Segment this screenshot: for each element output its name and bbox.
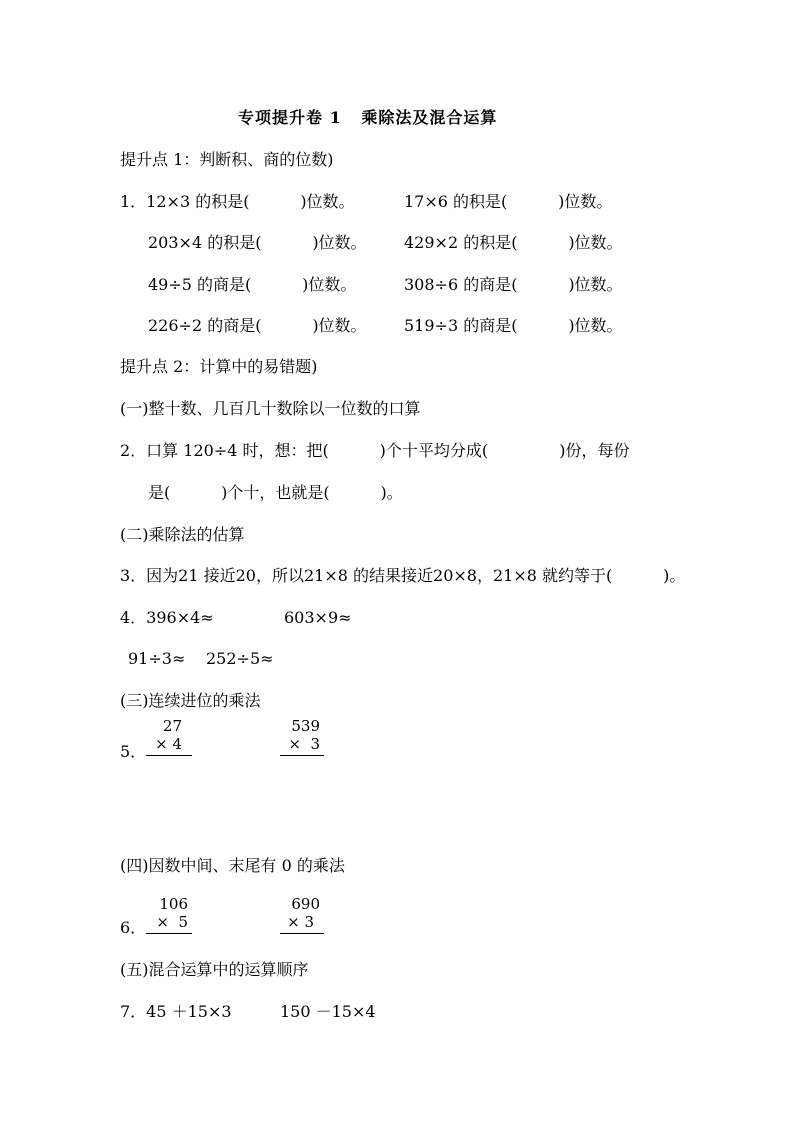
q7-right: 150 －15×4 — [280, 1002, 376, 1021]
page-title: 专项提升卷 1 乘除法及混合运算 — [238, 108, 498, 127]
q6-a-multiplicand: 106 — [159, 895, 188, 913]
subsection-5: (五)混合运算中的运算顺序 — [120, 960, 309, 979]
q3: 3．因为21 接近20，所以21×8 的结果接近20×8，21×8 就约等于( )。 — [120, 566, 686, 585]
q4-row1-left: 4．396×4≈ — [120, 608, 214, 627]
q1-row3-right: 308÷6 的商是( )位数。 — [404, 275, 623, 294]
q1-row1-left: 1．12×3 的积是( )位数。 — [120, 192, 355, 211]
q6-b-underline — [280, 933, 324, 934]
q4-row2-left: 91÷3≈ — [128, 649, 186, 668]
subsection-4: (四)因数中间、末尾有 0 的乘法 — [120, 856, 345, 875]
q5-a-underline — [146, 755, 192, 756]
q6-a-underline — [146, 933, 192, 934]
q2-line1: 2．口算 120÷4 时，想：把( )个十平均分成( )份，每份 — [120, 441, 630, 460]
q5-label: 5． — [120, 742, 147, 761]
q5-b-multiplicand: 539 — [291, 717, 320, 735]
q6-a-multiplier: × 5 — [156, 913, 188, 931]
q5-a-multiplicand: 27 — [162, 717, 182, 735]
section-heading-point2: 提升点 2：计算中的易错题) — [120, 357, 318, 376]
q5-b-multiplier: × 3 — [288, 735, 320, 753]
q1-row3-left: 49÷5 的商是( )位数。 — [148, 275, 357, 294]
q1-row1-right: 17×6 的积是( )位数。 — [404, 192, 613, 211]
q6-b-multiplier: × 3 — [287, 913, 314, 931]
subsection-1: (一)整十数、几百几十数除以一位数的口算 — [120, 399, 421, 418]
q6-b-multiplicand: 690 — [291, 895, 320, 913]
q7-left: 7．45 ＋15×3 — [120, 1002, 232, 1021]
q1-row2-left: 203×4 的积是( )位数。 — [148, 233, 367, 252]
q1-row4-right: 519÷3 的商是( )位数。 — [404, 316, 623, 335]
q1-row2-right: 429×2 的积是( )位数。 — [404, 233, 623, 252]
q2-line2: 是( )个十，也就是( )。 — [148, 483, 403, 502]
q1-row4-left: 226÷2 的商是( )位数。 — [148, 316, 367, 335]
subsection-2: (二)乘除法的估算 — [120, 525, 245, 544]
q5-a-multiplier: × 4 — [155, 735, 182, 753]
subsection-3: (三)连续进位的乘法 — [120, 691, 261, 710]
q6-label: 6． — [120, 918, 147, 937]
q4-row2-right: 252÷5≈ — [206, 649, 274, 668]
section-heading-point1: 提升点 1：判断积、商的位数) — [120, 150, 334, 169]
q4-row1-right: 603×9≈ — [284, 608, 352, 627]
q5-b-underline — [280, 755, 324, 756]
